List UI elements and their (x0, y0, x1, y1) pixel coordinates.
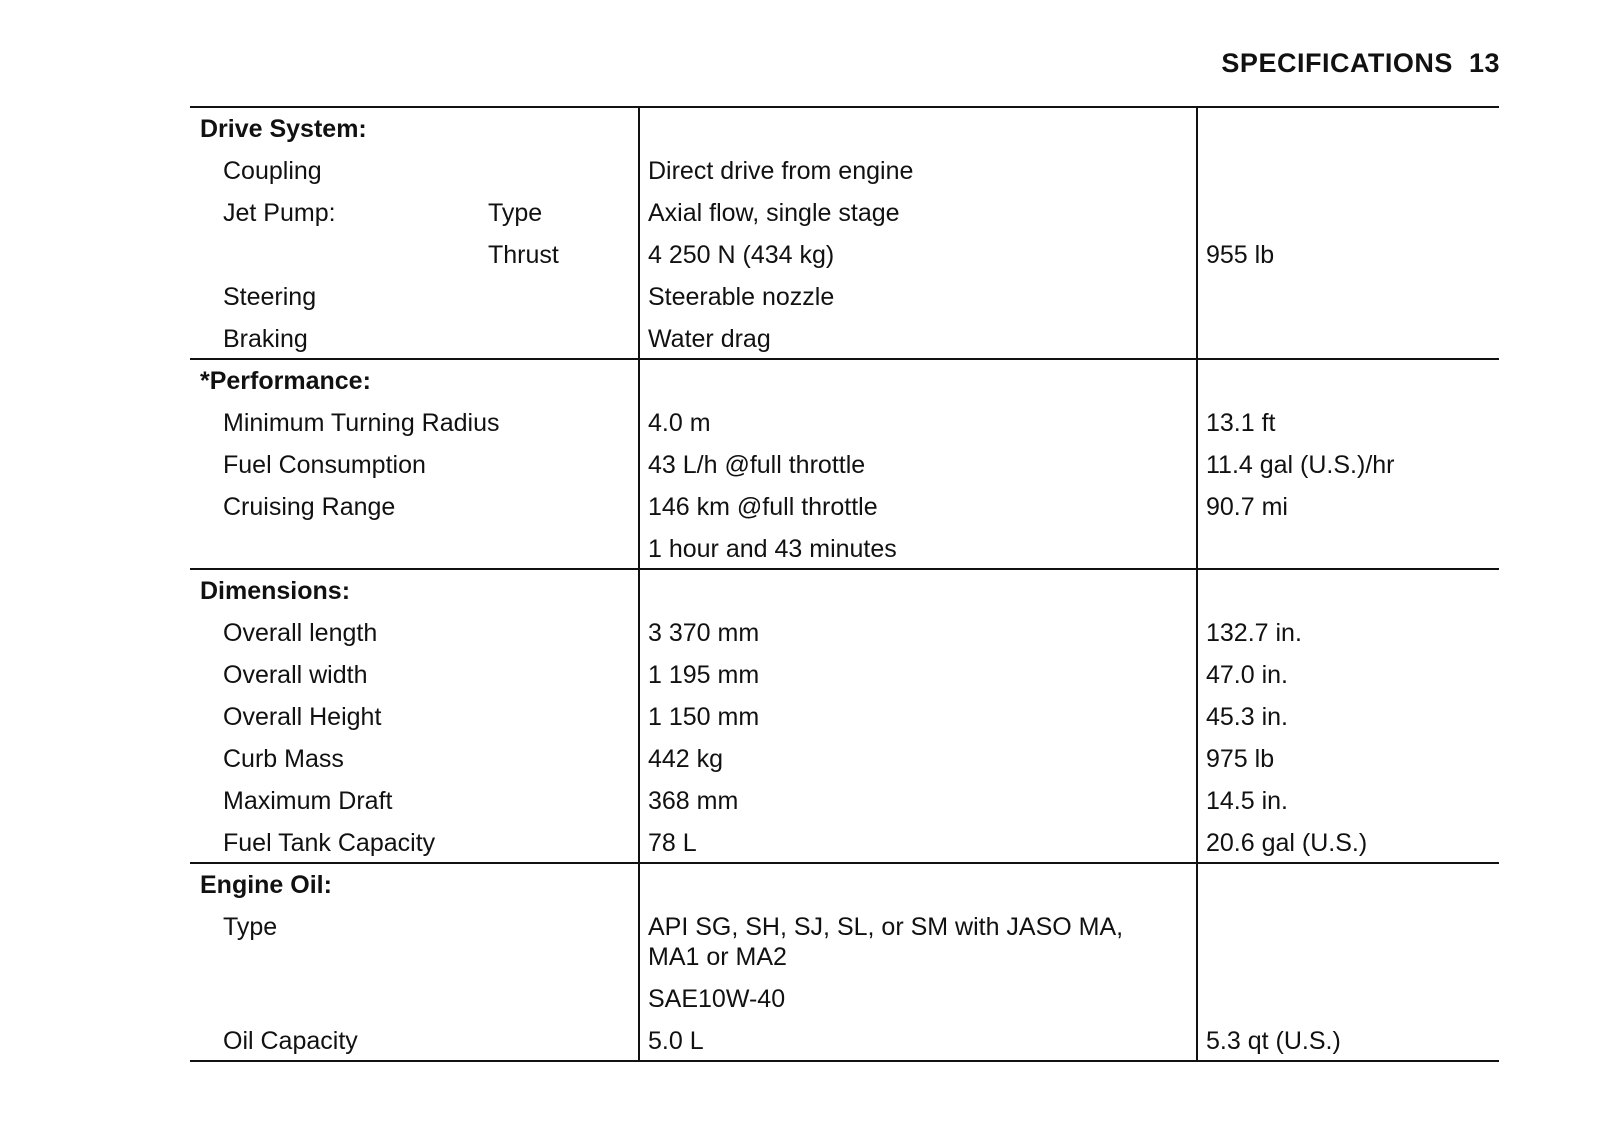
spec-label: Type (223, 913, 278, 941)
spec-us-value: 90.7 mi (1206, 493, 1288, 521)
spec-metric-value: 43 L/h @full throttle (648, 451, 866, 479)
column-divider (1196, 108, 1198, 358)
spec-row (190, 450, 1499, 480)
spec-row (190, 660, 1499, 690)
section-title: Drive System: (200, 115, 367, 143)
page-number: 13 (1468, 48, 1500, 78)
spec-sublabel (488, 618, 638, 648)
spec-us-value (1196, 324, 1499, 354)
page-title: SPECIFICATIONS (1221, 48, 1453, 78)
spec-us-value (1196, 282, 1499, 312)
spec-row (190, 702, 1499, 732)
spec-us-value (1196, 912, 1499, 972)
spec-sublabel (488, 786, 638, 816)
spec-sublabel (488, 702, 638, 732)
spec-us-value: 14.5 in. (1206, 787, 1289, 815)
column-divider (638, 570, 640, 862)
spec-us-value: 132.7 in. (1206, 619, 1302, 647)
spec-section (190, 360, 1499, 570)
spec-us-value: 13.1 ft (1206, 409, 1276, 437)
spec-metric-value: 368 mm (648, 787, 739, 815)
spec-us-value: 11.4 gal (U.S.)/hr (1206, 451, 1395, 479)
spec-row (190, 984, 1499, 1014)
spec-row (190, 408, 1499, 438)
spec-metric-value: 1 hour and 43 minutes (648, 535, 897, 563)
spec-metric-value: 442 kg (648, 745, 724, 773)
spec-row (190, 786, 1499, 816)
spec-sublabel (488, 744, 638, 774)
spec-metric-value: API SG, SH, SJ, SL, or SM with JASO MA, MA1 or MA2 (648, 913, 1124, 971)
spec-label: Braking (223, 325, 308, 353)
spec-us-value (1196, 534, 1499, 564)
spec-sublabel (488, 156, 638, 186)
spec-metric-value: 4.0 m (648, 409, 711, 437)
spec-sublabel (488, 912, 638, 972)
spec-us-value (1196, 156, 1499, 186)
spec-us-value: 955 lb (1206, 241, 1275, 269)
spec-row (190, 156, 1499, 186)
spec-us-value: 20.6 gal (U.S.) (1206, 829, 1368, 857)
spec-sublabel (488, 984, 638, 1014)
spec-row (190, 324, 1499, 354)
spec-metric-value: 3 370 mm (648, 619, 760, 647)
spec-sublabel: Thrust (488, 241, 559, 269)
spec-sublabel (488, 408, 638, 438)
spec-label: Maximum Draft (223, 787, 393, 815)
spec-metric-value: 1 195 mm (648, 661, 760, 689)
column-divider (1196, 360, 1198, 568)
spec-us-value: 47.0 in. (1206, 661, 1289, 689)
spec-row (190, 240, 1499, 270)
spec-row (190, 618, 1499, 648)
spec-label: Cruising Range (223, 493, 396, 521)
spec-sublabel (488, 450, 638, 480)
spec-us-value (1196, 984, 1499, 1014)
spec-metric-value: 146 km @full throttle (648, 493, 878, 521)
spec-label: Coupling (223, 157, 322, 185)
spec-metric-value: 1 150 mm (648, 703, 760, 731)
spec-metric-value: Direct drive from engine (648, 157, 914, 185)
spec-sublabel (488, 492, 638, 522)
spec-metric-value: 78 L (648, 829, 697, 857)
spec-label: Jet Pump: (223, 199, 336, 227)
column-divider (1196, 570, 1198, 862)
spec-label (190, 534, 488, 564)
spec-metric-value: SAE10W-40 (648, 985, 786, 1013)
spec-metric-value: 4 250 N (434 kg) (648, 241, 835, 269)
spec-row (190, 534, 1499, 564)
spec-metric-value: Steerable nozzle (648, 283, 835, 311)
column-divider (638, 864, 640, 1060)
spec-row (190, 282, 1499, 312)
section-title: Dimensions: (200, 577, 351, 605)
spec-section (190, 108, 1499, 360)
section-title: *Performance: (200, 367, 371, 395)
spec-row (190, 198, 1499, 228)
spec-label (190, 984, 488, 1014)
spec-sublabel (488, 660, 638, 690)
specifications-table (190, 106, 1499, 1062)
spec-section (190, 570, 1499, 864)
column-divider (638, 360, 640, 568)
spec-label: Overall length (223, 619, 378, 647)
spec-label (190, 240, 488, 270)
spec-label: Minimum Turning Radius (223, 409, 500, 437)
spec-label: Steering (223, 283, 317, 311)
spec-metric-value: 5.0 L (648, 1027, 704, 1055)
spec-label: Fuel Tank Capacity (223, 829, 436, 857)
spec-sublabel (488, 828, 638, 858)
spec-metric-value: Axial flow, single stage (648, 199, 900, 227)
page-header (1221, 48, 1500, 79)
spec-us-value (1196, 198, 1499, 228)
spec-label: Fuel Consumption (223, 451, 426, 479)
spec-us-value: 975 lb (1206, 745, 1275, 773)
spec-us-value: 45.3 in. (1206, 703, 1289, 731)
spec-row (190, 492, 1499, 522)
column-divider (1196, 864, 1198, 1060)
spec-label: Overall width (223, 661, 368, 689)
spec-metric-value: Water drag (648, 325, 771, 353)
spec-row (190, 828, 1499, 858)
spec-row (190, 744, 1499, 774)
spec-label: Oil Capacity (223, 1027, 358, 1055)
spec-sublabel (488, 282, 638, 312)
spec-sublabel (488, 1026, 638, 1056)
spec-sublabel: Type (488, 199, 543, 227)
spec-us-value: 5.3 qt (U.S.) (1206, 1027, 1341, 1055)
spec-row (190, 1026, 1499, 1056)
spec-section (190, 864, 1499, 1062)
spec-row (190, 912, 1499, 972)
spec-sublabel (488, 324, 638, 354)
section-title: Engine Oil: (200, 871, 332, 899)
column-divider (638, 108, 640, 358)
spec-sublabel (488, 534, 638, 564)
spec-label: Overall Height (223, 703, 382, 731)
spec-label: Curb Mass (223, 745, 344, 773)
